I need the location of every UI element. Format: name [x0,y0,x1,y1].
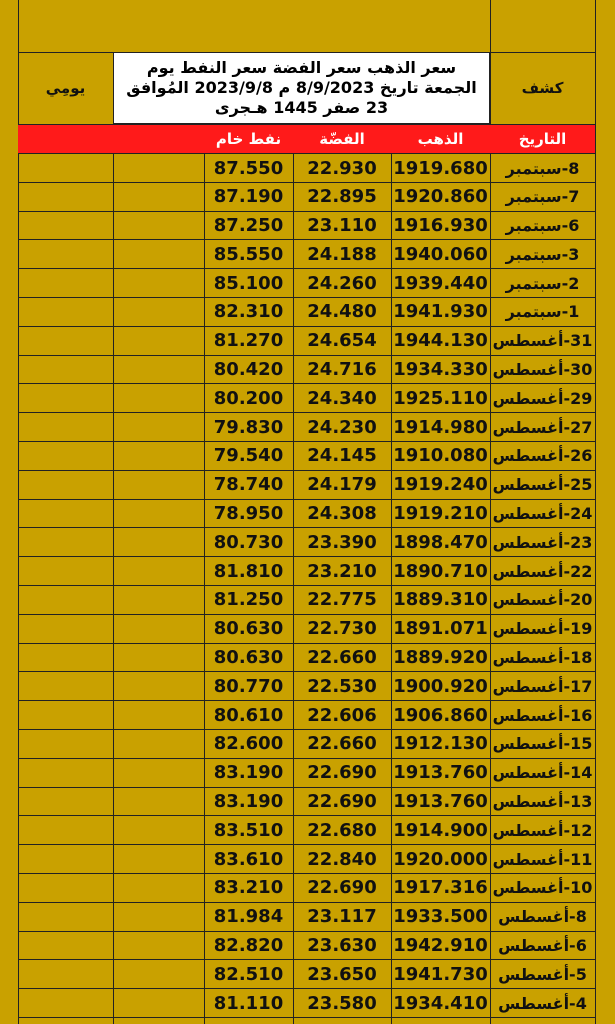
table-row [18,356,595,385]
table-row [18,413,595,442]
cell-oil: 82.820 [213,935,284,957]
table-row [18,701,595,730]
cell-oil: 87.190 [213,186,284,208]
cell-date: 16-أغسطس [492,705,593,725]
table-row [18,644,595,673]
table-row [18,500,595,529]
cell-oil: 80.730 [213,531,284,553]
cell-silver: 22.660 [307,733,377,755]
cell-date: 20-أغسطس [492,590,593,610]
cell-date: 11-أغسطس [492,849,593,869]
cell-oil: 80.770 [213,675,284,697]
cell-gold: 1925.110 [393,387,488,409]
cell-silver: 22.606 [307,704,377,726]
cell-gold: 1941.930 [393,301,488,323]
cell-silver: 22.730 [307,618,377,640]
cell-oil: 87.250 [213,215,284,237]
cell-date: 17-أغسطس [492,676,593,696]
cell-silver: 22.690 [307,877,377,899]
cell-oil: 78.950 [213,503,284,525]
table-row [18,989,595,1018]
cell-oil: 80.420 [213,359,284,381]
cell-gold: 1914.980 [393,416,488,438]
cell-gold: 1919.210 [393,503,488,525]
table-row [18,759,595,788]
cell-silver: 23.390 [307,531,377,553]
cell-gold: 1916.930 [393,215,488,237]
cell-date: 19-أغسطس [492,619,593,639]
column-header-date: التاريخ [518,130,567,148]
cell-silver: 23.210 [307,560,377,582]
column-header-silver: الفضّة [319,130,365,148]
cell-gold: 1920.000 [393,848,488,870]
header-right-label: كشف [521,79,564,97]
cell-gold: 1917.316 [393,877,488,899]
cell-silver: 22.530 [307,675,377,697]
table-row [18,788,595,817]
cell-silver: 24.716 [307,359,377,381]
cell-gold: 1942.910 [393,935,488,957]
cell-date: 23-أغسطس [492,532,593,552]
cell-date: 13-أغسطس [492,792,593,812]
cell-silver: 22.775 [307,589,377,611]
cell-oil: 80.630 [213,618,284,640]
cell-silver: 22.840 [307,848,377,870]
cell-silver: 23.117 [307,906,377,928]
page-title [113,52,490,124]
cell-date: 8-أغسطس [498,907,587,927]
cell-silver: 24.230 [307,416,377,438]
cell-oil: 80.630 [213,647,284,669]
cell-date: 12-أغسطس [492,820,593,840]
cell-silver: 22.690 [307,762,377,784]
cell-oil: 79.540 [213,445,284,467]
cell-silver: 24.179 [307,474,377,496]
table-row [18,615,595,644]
table-row [18,557,595,586]
cell-date: 2-سبتمبر [505,273,580,293]
cell-oil: 81.110 [213,992,284,1014]
cell-date: 7-سبتمبر [505,187,580,207]
cell-gold: 1910.080 [393,445,488,467]
cell-gold: 1890.710 [393,560,488,582]
cell-date: 10-أغسطس [492,878,593,898]
cell-silver: 22.930 [307,157,377,179]
cell-silver: 23.650 [307,963,377,985]
table-row [18,932,595,961]
table-row [18,816,595,845]
cell-gold: 1934.410 [393,992,488,1014]
table-row [18,672,595,701]
cell-silver: 22.660 [307,647,377,669]
header-left-label: يومِي [45,79,86,97]
cell-oil: 85.100 [213,272,284,294]
cell-date: 14-أغسطس [492,763,593,783]
cell-date: 6-أغسطس [498,936,587,956]
grid-line [595,0,596,1024]
cell-gold: 1900.920 [393,675,488,697]
cell-date: 15-أغسطس [492,734,593,754]
cell-date: 26-أغسطس [492,446,593,466]
table-row [18,442,595,471]
cell-gold: 1914.900 [393,819,488,841]
cell-silver: 23.580 [307,992,377,1014]
table-row [18,471,595,500]
cell-date: 1-سبتمبر [505,302,580,322]
cell-date: 30-أغسطس [492,360,593,380]
cell-oil: 78.740 [213,474,284,496]
table-row [18,903,595,932]
cell-silver: 24.654 [307,330,377,352]
cell-date: 18-أغسطس [492,648,593,668]
cell-gold: 1913.760 [393,791,488,813]
column-header-oil: نفط خام [215,130,282,148]
cell-silver: 24.260 [307,272,377,294]
cell-silver: 23.630 [307,935,377,957]
cell-oil: 83.510 [213,819,284,841]
cell-gold: 1891.071 [393,618,488,640]
table-row [18,528,595,557]
cell-silver: 24.480 [307,301,377,323]
cell-gold: 1939.440 [393,272,488,294]
cell-silver: 22.690 [307,791,377,813]
cell-gold: 1920.860 [393,186,488,208]
cell-gold: 1940.060 [393,243,488,265]
cell-oil: 82.510 [213,963,284,985]
cell-date: 29-أغسطس [492,388,593,408]
cell-oil: 81.270 [213,330,284,352]
data-table [18,154,595,1018]
cell-gold: 1919.680 [393,157,488,179]
cell-oil: 81.810 [213,560,284,582]
cell-oil: 83.190 [213,762,284,784]
cell-silver: 22.680 [307,819,377,841]
cell-silver: 23.110 [307,215,377,237]
table-row [18,327,595,356]
cell-date: 27-أغسطس [492,417,593,437]
table-row [18,298,595,327]
table-row [18,384,595,413]
cell-oil: 83.190 [213,791,284,813]
table-row [18,874,595,903]
cell-oil: 81.984 [213,906,284,928]
cell-oil: 85.550 [213,243,284,265]
cell-date: 8-سبتمبر [505,158,580,178]
cell-gold: 1889.310 [393,589,488,611]
cell-oil: 79.830 [213,416,284,438]
cell-silver: 24.308 [307,503,377,525]
cell-gold: 1906.860 [393,704,488,726]
cell-date: 4-أغسطس [498,993,587,1013]
cell-date: 24-أغسطس [492,504,593,524]
cell-oil: 80.610 [213,704,284,726]
cell-gold: 1941.730 [393,963,488,985]
cell-date: 31-أغسطس [492,331,593,351]
cell-oil: 83.210 [213,877,284,899]
table-row [18,240,595,269]
cell-silver: 24.145 [307,445,377,467]
cell-gold: 1944.130 [393,330,488,352]
cell-gold: 1889.920 [393,647,488,669]
cell-gold: 1934.330 [393,359,488,381]
cell-oil: 80.200 [213,387,284,409]
table-row [18,586,595,615]
cell-date: 6-سبتمبر [505,216,580,236]
cell-date: 22-أغسطس [492,561,593,581]
cell-gold: 1898.470 [393,531,488,553]
cell-oil: 83.610 [213,848,284,870]
cell-date: 3-سبتمبر [505,244,580,264]
table-row [18,212,595,241]
table-row [18,154,595,183]
table-row [18,960,595,989]
cell-gold: 1913.760 [393,762,488,784]
cell-date: 25-أغسطس [492,475,593,495]
cell-oil: 81.250 [213,589,284,611]
cell-silver: 24.340 [307,387,377,409]
title-text: سعر الذهب سعر الفضة سعر النفط يوم الجمعة تاريخ 8/9/2023 م 2023/9/8 المُوافق 23 صفر 1445 هـجرى [126,58,477,117]
cell-silver: 24.188 [307,243,377,265]
cell-oil: 87.550 [213,157,284,179]
table-row [18,730,595,759]
table-row [18,845,595,874]
cell-oil: 82.310 [213,301,284,323]
cell-gold: 1933.500 [393,906,488,928]
column-header-gold: الذهب [417,130,464,148]
cell-gold: 1919.240 [393,474,488,496]
cell-gold: 1912.130 [393,733,488,755]
cell-date: 5-أغسطس [498,964,587,984]
table-row [18,183,595,212]
cell-silver: 22.895 [307,186,377,208]
cell-oil: 82.600 [213,733,284,755]
table-row [18,269,595,298]
